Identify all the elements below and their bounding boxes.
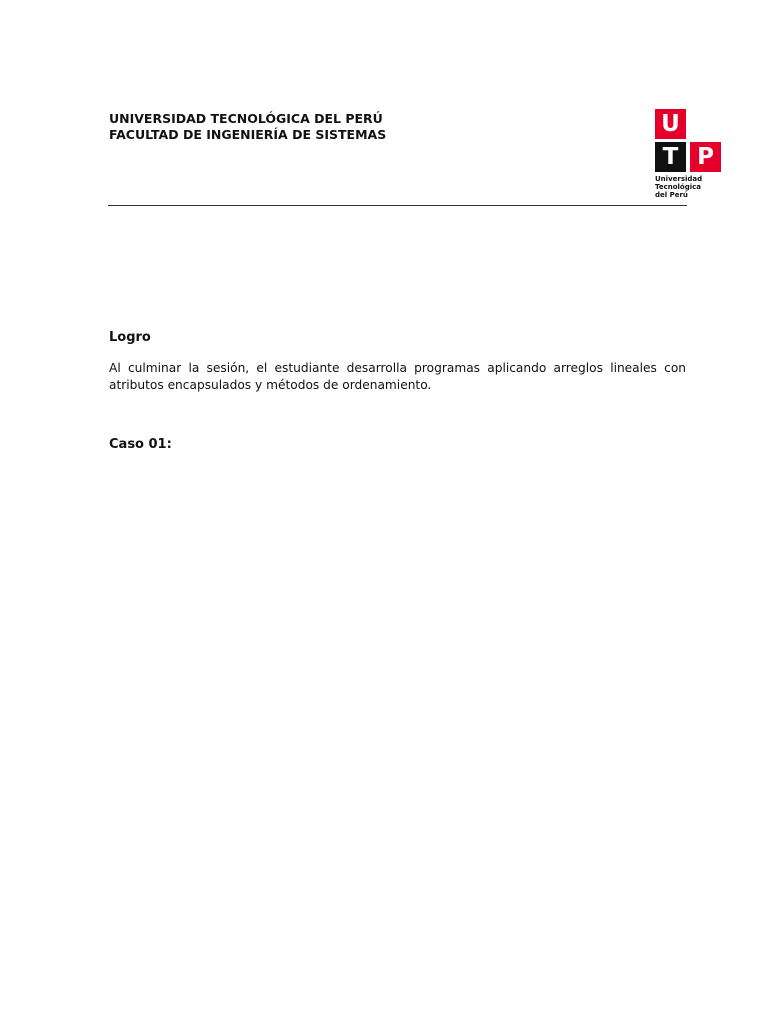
logo-block-t: [655, 142, 686, 172]
document-header: [109, 111, 386, 143]
logo-subtitle-line2: Tecnológica: [655, 183, 702, 191]
logro-heading: Logro: [109, 330, 151, 345]
logo-subtitle-line1: Universidad: [655, 175, 703, 183]
logo-block-u: [655, 109, 686, 139]
header-divider: [108, 205, 687, 206]
logro-paragraph: Al culminar la sesión, el estudiante desarrolla programas aplicando arreglos lineales con atributos encapsulados y métodos de ordenamiento.: [109, 361, 686, 392]
faculty-name: FACULTAD DE INGENIERÍA DE SISTEMAS: [109, 127, 387, 142]
university-name: UNIVERSIDAD TECNOLÓGICA DEL PERÚ: [109, 111, 383, 126]
logo-letter-p: P: [697, 144, 714, 170]
caso-heading: Caso 01:: [109, 437, 172, 452]
utp-logo: [655, 109, 723, 201]
logo-letter-u: U: [661, 111, 680, 137]
logo-subtitle: [655, 175, 702, 199]
logo-block-p: [690, 142, 721, 172]
logo-letter-t: T: [662, 144, 679, 170]
logo-subtitle-line3: del Perú: [655, 191, 688, 199]
